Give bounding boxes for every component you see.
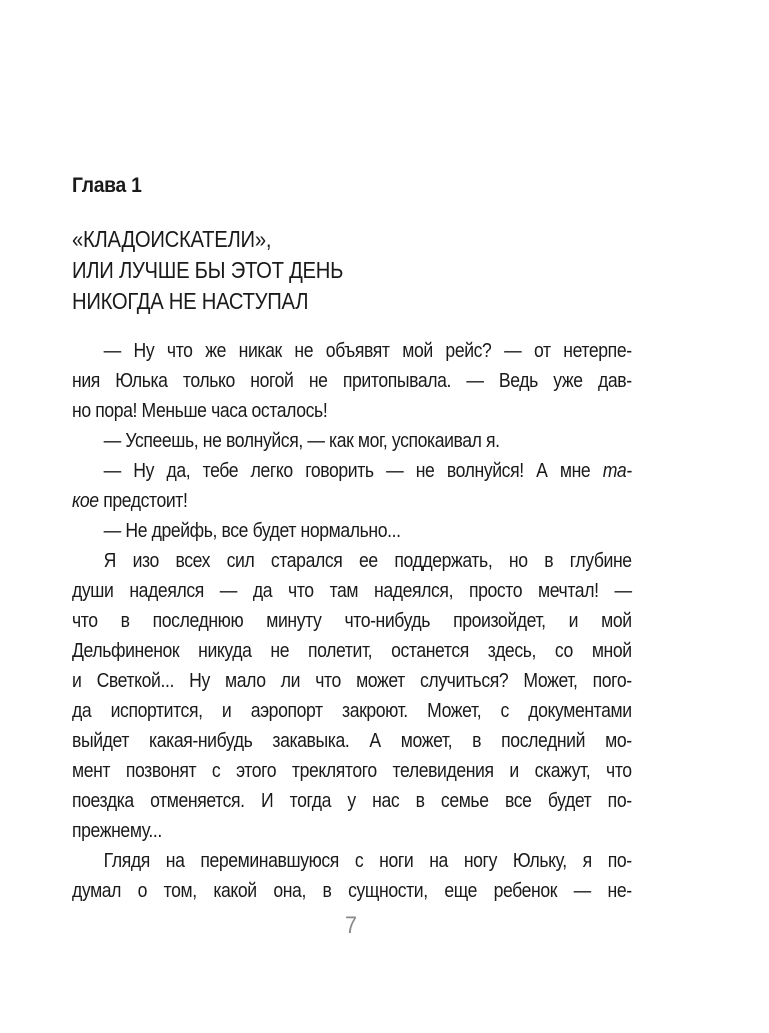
emphasized-text: та- bbox=[602, 460, 632, 482]
text-line: что в последнюю минуту что-нибудь произойдет, и мой bbox=[72, 610, 632, 632]
text-line: души надеялся — да что там надеялся, просто мечтал! — bbox=[72, 580, 632, 602]
chapter-title-line: ИЛИ ЛУЧШЕ БЫ ЭТОТ ДЕНЬ bbox=[72, 257, 344, 283]
text-segment: — Ну да, тебе легко говорить — не волнуйся! А мне bbox=[103, 460, 603, 482]
page-number: 7 bbox=[344, 912, 358, 939]
text-segment: предстоит! bbox=[98, 490, 188, 512]
text-line: мент позвонят с этого треклятого телевидения и скажут, что bbox=[72, 760, 632, 782]
text-line: поездка отменяется. И тогда у нас в семье все будет по- bbox=[72, 790, 632, 812]
text-line: — Не дрейфь, все будет нормально... bbox=[103, 520, 401, 542]
chapter-title-line: «КЛАДОИСКАТЕЛИ», bbox=[72, 226, 272, 252]
text-line: Глядя на переминавшуюся с ноги на ногу Юльку, я по- bbox=[103, 850, 632, 872]
text-line: да испортится, и аэропорт закроют. Может, с документами bbox=[72, 700, 632, 722]
text-line bbox=[72, 486, 632, 516]
emphasized-text: кое bbox=[72, 490, 99, 512]
body-text bbox=[72, 336, 632, 906]
text-line: Я изо всех сил старался ее поддержать, но в глубине bbox=[103, 550, 632, 572]
text-line: думал о том, какой она, в сущности, еще ребенок — не- bbox=[72, 880, 632, 902]
chapter-title bbox=[72, 224, 672, 317]
text-line: прежнему... bbox=[72, 820, 162, 842]
text-line: но пора! Меньше часа осталось! bbox=[72, 400, 328, 422]
chapter-title-line: НИКОГДА НЕ НАСТУПАЛ bbox=[72, 288, 309, 314]
text-line: — Ну что же никак не объявят мой рейс? — от нетерпе- bbox=[103, 340, 632, 362]
chapter-label: Глава 1 bbox=[72, 174, 142, 197]
text-line: выйдет какая-нибудь закавыка. А может, в последний мо- bbox=[72, 730, 632, 752]
text-line: Дельфиненок никуда не полетит, останется здесь, со мной bbox=[72, 640, 632, 662]
text-line bbox=[72, 456, 632, 486]
text-line: и Светкой... Ну мало ли что может случиться? Может, пого- bbox=[72, 670, 632, 692]
text-line: — Успеешь, не волнуйся, — как мог, успокаивал я. bbox=[103, 430, 500, 452]
text-line: ния Юлька только ногой не притопывала. — Ведь уже дав- bbox=[72, 370, 632, 392]
